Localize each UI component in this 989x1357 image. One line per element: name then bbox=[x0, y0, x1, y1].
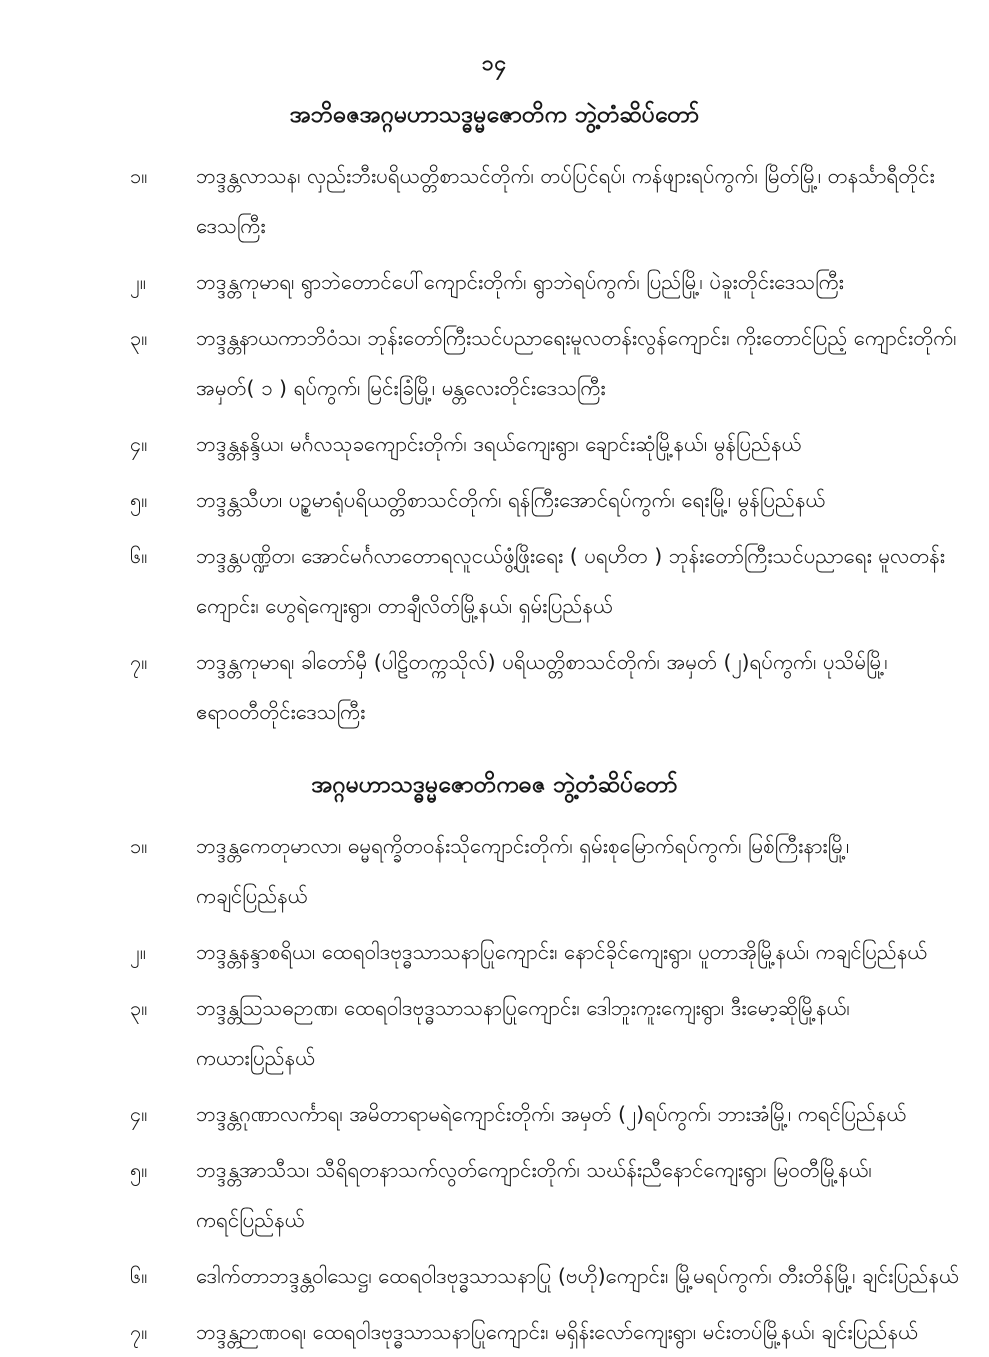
award-list-1 bbox=[0, 151, 989, 737]
list-item bbox=[130, 1307, 965, 1357]
item-number: ၁။ bbox=[130, 164, 148, 188]
item-number: ၄။ bbox=[130, 1102, 148, 1126]
list-item bbox=[130, 531, 965, 631]
list-item bbox=[130, 419, 965, 469]
award-list-2 bbox=[0, 821, 989, 1357]
item-text: ဘဒ္ဒန္တအာသီသ၊ သီရိရတနာသက်လွတ်ကျောင်းတိုက်၊ သဃ်န်းညီနောင်ကျေးရွာ၊ မြဝတီမြို့နယ်၊ ကရင်ပြည်နယ် bbox=[196, 1158, 872, 1232]
list-item bbox=[130, 475, 965, 525]
item-number: ၂။ bbox=[130, 940, 146, 964]
list-item bbox=[130, 257, 965, 307]
list-item bbox=[130, 1145, 965, 1245]
item-number: ၇။ bbox=[130, 1320, 148, 1344]
list-item bbox=[130, 927, 965, 977]
section-title-aggamaha-saddhammajotikadhaja: အဂ္ဂမဟာသဒ္ဓမ္မဇောတိကဓဇ ဘွဲ့တံဆိပ်တော် bbox=[311, 772, 678, 798]
item-number: ၆။ bbox=[130, 544, 148, 568]
item-number: ၃။ bbox=[130, 326, 148, 350]
item-text: ဘဒ္ဒန္တဂုဏာလင်္ကာရ၊ အမိတာရာမရဲကျောင်းတိုက်၊ အမှတ် (၂)ရပ်ကွက်၊ ဘားအံမြို့၊ ကရင်ပြည်နယ် bbox=[196, 1102, 907, 1126]
item-text: ဘဒ္ဒန္တဉာဏဝရ၊ ထေရဝါဒဗုဒ္ဓသာသနာပြုကျောင်း၊ မရှိန်းလော်ကျေးရွာ၊ မင်းတပ်မြို့နယ်၊ ချင်းပြည်နယ် bbox=[196, 1320, 919, 1344]
item-number: ၄။ bbox=[130, 432, 148, 456]
list-item bbox=[130, 637, 965, 737]
item-number: ၅။ bbox=[130, 1158, 148, 1182]
item-number: ၃။ bbox=[130, 996, 148, 1020]
list-item bbox=[130, 1089, 965, 1139]
item-text: ဘဒ္ဒန္တကုမာရ၊ ရွာဘဲတောင်ပေါ်ကျောင်းတိုက်၊ ရွာဘဲရပ်ကွက်၊ ပြည်မြို့၊ ပဲခူးတိုင်းဒေသကြီး bbox=[196, 270, 844, 294]
list-item bbox=[130, 151, 965, 251]
item-number: ၅။ bbox=[130, 488, 148, 512]
item-text: ဘဒ္ဒန္တနန္ဒိယ၊ မင်္ဂလသုခကျောင်းတိုက်၊ ဒရယ်ကျေးရွာ၊ ချောင်းဆုံမြို့နယ်၊ မွန်ပြည်နယ် bbox=[196, 432, 802, 456]
list-item bbox=[130, 1251, 965, 1301]
list-item bbox=[130, 983, 965, 1083]
page-number: ၁၄ bbox=[481, 51, 508, 75]
item-text: ဘဒ္ဒန္တလာသန၊ လှည်းဘီးပရိယတ္တိစာသင်တိုက်၊ တပ်ပြင်ရပ်၊ ကန်ဖျားရပ်ကွက်၊ မြိတ်မြို့၊ တနင်္သာရီတိုင်းဒေသကြီး bbox=[196, 164, 935, 238]
item-text: ဘဒ္ဒန္တနန္ဒာစရိယ၊ ထေရဝါဒဗုဒ္ဓသာသနာပြုကျောင်း၊ နောင်ခိုင်ကျေးရွာ၊ ပူတာအိုမြို့နယ်၊ ကချင်ပြည်နယ် bbox=[196, 940, 928, 964]
item-number: ၁။ bbox=[130, 834, 148, 858]
section-title-abhidhaja-aggamaha-saddhammajotika: အဘိဓဇအဂ္ဂမဟာသဒ္ဓမ္မဇောတိက ဘွဲ့တံဆိပ်တော် bbox=[289, 102, 700, 128]
item-text: ဘဒ္ဒန္တကေတုမာလာ၊ ဓမ္မရက္ခိတဝန်းသိုကျောင်းတိုက်၊ ရှမ်းစုမြောက်ရပ်ကွက်၊ မြစ်ကြီးနားမြို့၊ ကချင်ပြည်နယ် bbox=[196, 834, 850, 908]
list-item bbox=[130, 821, 965, 921]
item-number: ၇။ bbox=[130, 650, 148, 674]
item-number: ၆။ bbox=[130, 1264, 148, 1288]
item-text: ဘဒ္ဒန္တကုမာရ၊ ခါတော်မှီ (ပါဠိတက္ကသိုလ်) ပရိယတ္တိစာသင်တိုက်၊ အမှတ် (၂)ရပ်ကွက်၊ ပုသိမ်မြို့၊ ဧရာဝတီတိုင်းဒေသကြီး bbox=[196, 650, 888, 724]
list-item bbox=[130, 313, 965, 413]
item-text: ဘဒ္ဒန္တသီဟ၊ ပဉ္စမာရုံပရိယတ္တိစာသင်တိုက်၊ ရန်ကြီးအောင်ရပ်ကွက်၊ ရေးမြို့၊ မွန်ပြည်နယ် bbox=[196, 488, 826, 512]
item-number: ၂။ bbox=[130, 270, 146, 294]
item-text: ဘဒ္ဒန္တဩသဓဉာဏ၊ ထေရဝါဒဗုဒ္ဓသာသနာပြုကျောင်း၊ ဒေါဘူးကူးကျေးရွာ၊ ဒီးမော့ဆိုမြို့နယ်၊ ကယားပြည်နယ် bbox=[196, 996, 850, 1070]
item-text: ဒေါက်တာဘဒ္ဒန္တဝါသေဋ္ဌ၊ ထေရဝါဒဗုဒ္ဓသာသနာပြု (ဗဟို)ကျောင်း၊ မြို့မရပ်ကွက်၊ တီးတိန်မြို့၊ ချင်းပြည်နယ် bbox=[196, 1264, 959, 1288]
item-text: ဘဒ္ဒန္တနာယကာဘိဝံသ၊ ဘုန်းတော်ကြီးသင်ပညာရေးမူလတန်းလွန်ကျောင်း၊ ကိုးတောင်ပြည့် ကျောင်းတိုက်၊ အမှတ်( ၁ ) ရပ်ကွက်၊ မြင်းခြံမြို့၊ မန္တလေးတိုင်းဒေသကြီး bbox=[196, 326, 957, 400]
item-text: ဘဒ္ဒန္တပဏ္ဍိတ၊ အောင်မင်္ဂလာတောရလူငယ်ဖွံ့ဖြိုးရေး ( ပရဟိတ ) ဘုန်းတော်ကြီးသင်ပညာရေး မူလတန်းကျောင်း၊ ဟွေရဲကျေးရွာ၊ တာချီလိတ်မြို့နယ်၊ ရှမ်းပြည်နယ် bbox=[196, 544, 945, 618]
